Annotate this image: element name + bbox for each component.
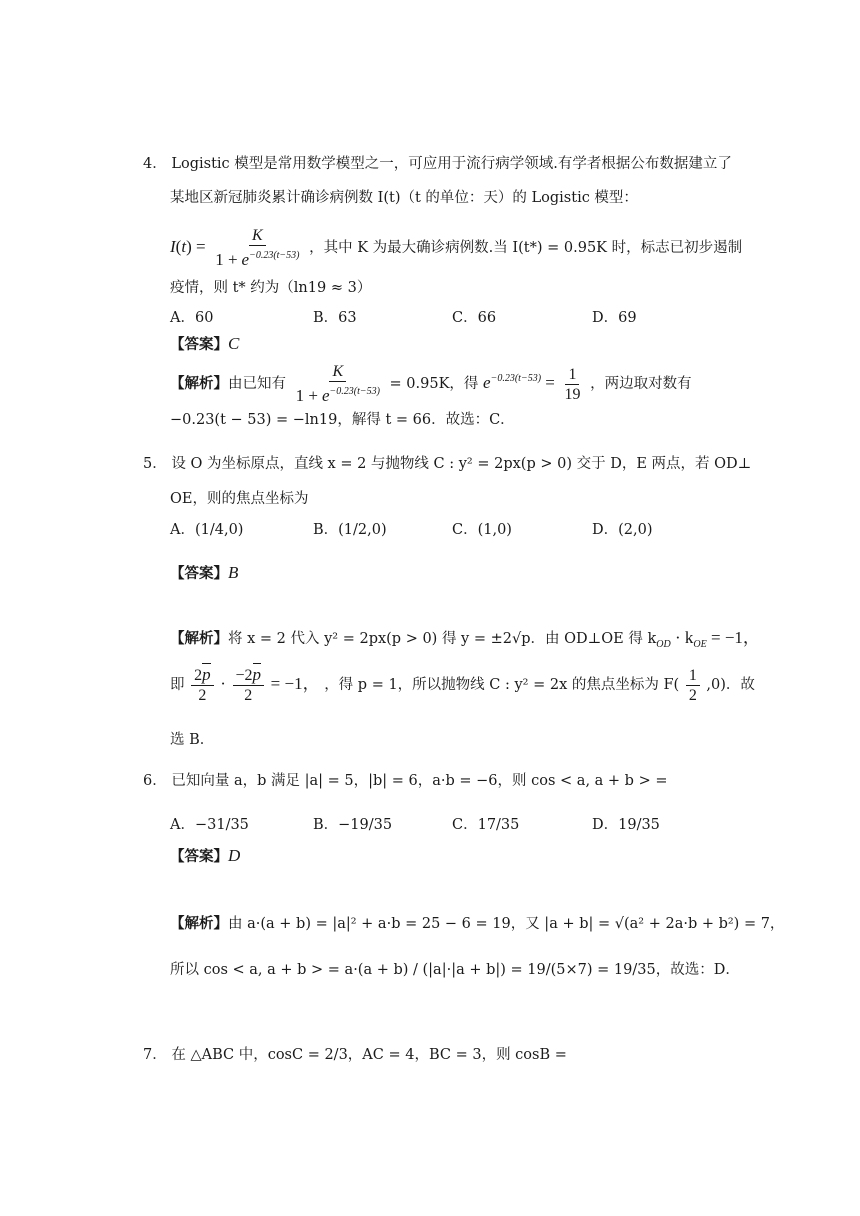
q6-option-b: B．−19/35 xyxy=(313,817,393,833)
q5-option-c: C．(1,0) xyxy=(452,522,512,538)
q5-option-b: B．(1/2,0) xyxy=(313,522,387,538)
q4-analysis-line1: 【解析】由已知有 $\frac{K}{1 + e^{-0.23(t-53)}}$ = 0.95K，得 $e^{-0.23(t-53)}$ = $\frac{1}{19}$ ，两边取对数有 xyxy=(170,363,692,405)
q7-stem-line1: 7． 在 △ABC 中，cosC = 2/3，AC = 4，BC = 3，则 cosB = xyxy=(143,1047,567,1063)
q6-answer-value: D xyxy=(228,846,241,865)
q4-line3-text: ，其中 K 为最大确诊病例数.当 I(t*) = 0.95K 时，标志已初步遏制 xyxy=(309,240,743,256)
q5-analysis-line3: 选 B． xyxy=(170,732,215,748)
q5-stem-line1: 5． 设 O 为坐标原点，直线 x = 2 与抛物线 C : y² = 2px(p > 0) 交于 D，E 两点，若 OD⊥ xyxy=(143,456,752,472)
q6-option-c: C．17/35 xyxy=(452,817,520,833)
q5-answer-value: B xyxy=(228,563,239,582)
q5-analysis-line2: 即 $\frac{2p}{2}$ · $\frac{-2p}{2}$ = −1， ，得 p = 1，所以抛物线 C : y² = 2x 的焦点坐标为 F( $\frac{1}{2}$ ,0)．故 xyxy=(170,665,755,704)
q4-number: 4． xyxy=(143,156,167,172)
q5-option-a: A．(1/4,0) xyxy=(170,522,244,538)
q4-option-d: D．69 xyxy=(592,310,637,326)
q5-answer: 【答案】B xyxy=(170,563,239,582)
q4-option-b: B．63 xyxy=(313,310,357,326)
q6-stem-line1: 6． 已知向量 a，b 满足 |a| = 5，|b| = 6，a·b = −6，则 cos < a, a + b > = xyxy=(143,773,668,789)
q4-analysis-fraction: $\frac{K}{1 + e^{-0.23(t-53)}}$ xyxy=(295,363,380,405)
q6-option-a: A．−31/35 xyxy=(170,817,249,833)
q7-number: 7． xyxy=(143,1047,167,1063)
q5-option-d: D．(2,0) xyxy=(592,522,653,538)
q4-option-a: A．60 xyxy=(170,310,214,326)
q5-analysis-line1: 【解析】将 x = 2 代入 y² = 2px(p > 0) 得 y = ±2√p．由 OD⊥OE 得 $k_{OD} \cdot k_{OE} = -1$， xyxy=(170,628,760,650)
q6-analysis-line2: 所以 cos < a, a + b > = a·(a + b) / (|a|·|a + b|) = 19/(5×7) = 19/35，故选：D． xyxy=(170,962,740,978)
q4-analysis-line2: −0.23(t − 53) = −ln19，解得 t = 66．故选：C． xyxy=(170,412,515,428)
q4-stem-line2: 某地区新冠肺炎累计确诊病例数 I(t)（t 的单位：天）的 Logistic 模型： xyxy=(170,190,638,206)
q4-line1-text: Logistic 模型是常用数学模型之一，可应用于流行病学领域.有学者根据公布数据建立了 xyxy=(171,156,732,172)
q4-stem-line4: 疫情，则 t* 约为（ln19 ≈ 3） xyxy=(170,280,372,296)
q6-answer: 【答案】D xyxy=(170,846,241,865)
q5-number: 5． xyxy=(143,456,167,472)
q6-number: 6． xyxy=(143,773,167,789)
q4-answer: 【答案】C xyxy=(170,334,240,353)
q4-logistic-fraction: $\frac{K}{1 + e^{-0.23(t-53)}}$ xyxy=(215,227,300,269)
q4-answer-value: C xyxy=(228,334,240,353)
q6-option-d: D．19/35 xyxy=(592,817,660,833)
q5-stem-line2: OE，则的焦点坐标为 xyxy=(170,491,309,507)
q4-stem-line3: I(t) = $\frac{K}{1 + e^{-0.23(t-53)}}$ ，其中 K 为最大确诊病例数.当 I(t*) = 0.95K 时，标志已初步遏制 xyxy=(170,227,743,269)
q4-one-over-19: $\frac{1}{19}$ xyxy=(564,365,581,403)
q4-option-c: C．66 xyxy=(452,310,497,326)
q4-formula-lhs: I xyxy=(170,237,176,256)
q6-analysis-line1: 【解析】由 a·(a + b) = |a|² + a·b = 25 − 6 = 19，又 |a + b| = √(a² + 2a·b + b²) = 7， xyxy=(170,915,785,932)
q4-stem-line1 xyxy=(143,154,732,174)
